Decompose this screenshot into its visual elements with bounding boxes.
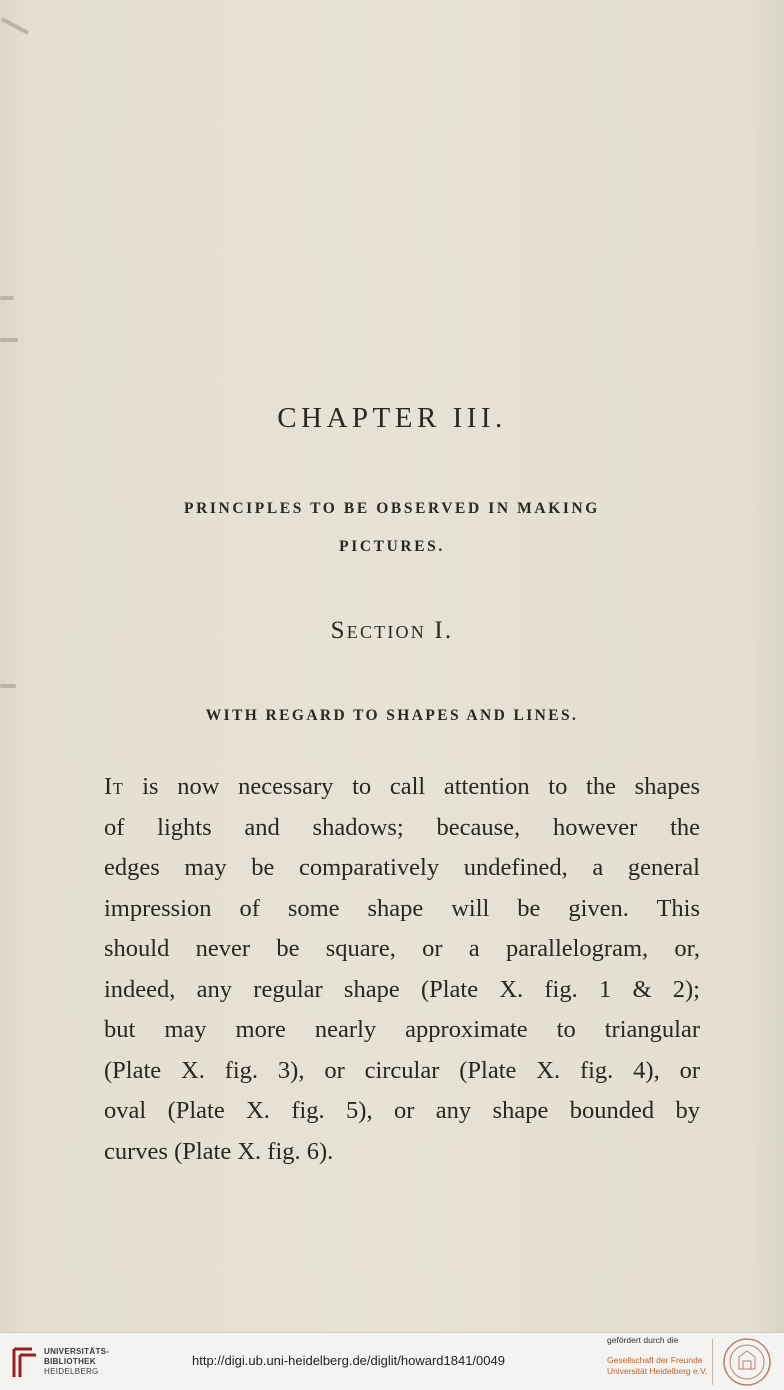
body-line: edges may be comparatively undefined, a general xyxy=(104,854,700,881)
body-line: should never be square, or a parallelogram, or, xyxy=(104,935,700,962)
library-name-line: HEIDELBERG xyxy=(44,1367,99,1376)
page-edge-mark xyxy=(0,296,14,300)
chapter-subtitle-line: PRINCIPLES TO BE OBSERVED IN MAKING xyxy=(184,500,600,517)
body-line: indeed, any regular shape (Plate X. fig. 1 & 2); xyxy=(104,975,700,1003)
body-paragraph xyxy=(104,767,700,1172)
sponsor-label: gefördert durch die xyxy=(607,1335,679,1345)
body-line: oval (Plate X. fig. 5), or any shape bounded by xyxy=(104,1097,700,1124)
viewer-footer xyxy=(0,1332,784,1390)
chapter-subtitle-line: PICTURES. xyxy=(339,538,445,555)
body-line: of lights and shadows; because, however the xyxy=(104,813,700,841)
body-first-word: It xyxy=(104,773,124,800)
footer-divider xyxy=(712,1339,713,1385)
page-edge-mark xyxy=(0,338,18,342)
body-line-text: is now necessary to call attention to the shapes xyxy=(123,773,700,800)
library-name xyxy=(44,1347,109,1377)
sponsor-name-line: Gesellschaft der Freunde xyxy=(607,1355,703,1365)
sponsor-name-line: Universität Heidelberg e.V. xyxy=(607,1366,708,1376)
body-line xyxy=(104,767,700,808)
sponsor-name xyxy=(607,1355,707,1377)
body-line: curves (Plate X. fig. 6). xyxy=(104,1137,334,1165)
library-name-line: UNIVERSITÄTS- xyxy=(44,1347,110,1356)
library-name-line: BIBLIOTHEK xyxy=(44,1357,96,1366)
body-line: but may more nearly approximate to triangular xyxy=(104,1016,700,1043)
chapter-heading: CHAPTER III. xyxy=(277,402,507,434)
permalink-url[interactable]: http://digi.ub.uni-heidelberg.de/diglit/howard1841/0049 xyxy=(192,1353,505,1368)
page-edge-mark xyxy=(0,684,16,688)
university-seal-icon xyxy=(722,1337,772,1387)
section-subtitle: WITH REGARD TO SHAPES AND LINES. xyxy=(205,707,579,724)
body-line: (Plate X. fig. 3), or circular (Plate X. fig. 4), or xyxy=(104,1056,700,1084)
page-edge-mark xyxy=(1,17,29,35)
body-line: impression of some shape will be given. This xyxy=(104,894,700,922)
section-heading: Section I. xyxy=(330,617,454,644)
library-logo-icon xyxy=(8,1343,38,1379)
